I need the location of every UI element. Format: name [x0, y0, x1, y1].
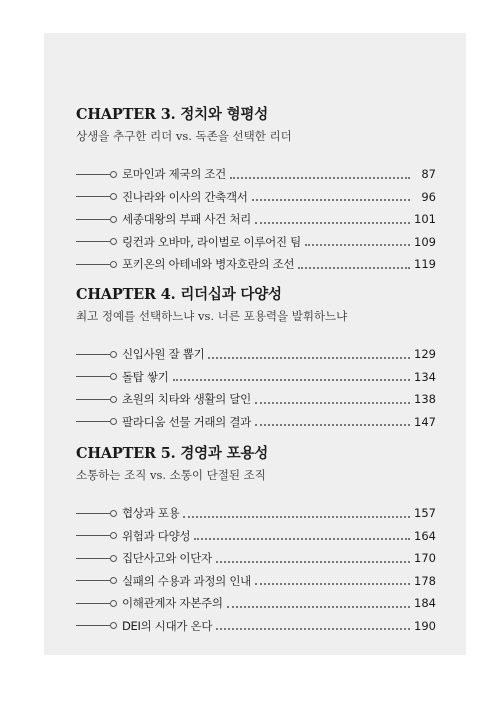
dot-leader — [252, 198, 410, 201]
bullet-circle-icon — [110, 510, 117, 517]
bullet-circle-icon — [110, 532, 117, 539]
toc-entry[interactable] — [76, 163, 436, 186]
dot-leader — [255, 401, 410, 404]
bullet-circle-icon — [110, 351, 117, 358]
leader-line — [76, 421, 110, 422]
leader-line — [76, 558, 110, 559]
toc-entries — [76, 163, 436, 276]
chapter-3 — [76, 105, 436, 276]
entry-title: 진나라와 이사의 간축객서 — [122, 189, 248, 204]
bullet-circle-icon — [110, 577, 117, 584]
chapter-subtitle: 상생을 추구한 리더 vs. 독존을 선택한 리더 — [76, 129, 292, 143]
toc-entry[interactable] — [76, 231, 436, 254]
page-number: 129 — [414, 347, 436, 362]
dot-leader — [173, 378, 410, 381]
leader-line — [76, 196, 110, 197]
bullet-circle-icon — [110, 418, 117, 425]
toc-entry[interactable] — [76, 525, 436, 548]
leader-line — [76, 219, 110, 220]
dot-leader — [255, 423, 410, 426]
bullet-circle-icon — [110, 600, 117, 607]
entry-title: 로마인과 제국의 조건 — [122, 167, 226, 182]
dot-leader — [305, 243, 410, 246]
toc-entries — [76, 502, 436, 637]
page-number: 101 — [414, 212, 436, 227]
toc-entry[interactable] — [76, 615, 436, 638]
page-number: 170 — [414, 551, 436, 566]
dot-leader — [255, 221, 410, 224]
toc-entry[interactable] — [76, 592, 436, 615]
toc-entry[interactable] — [76, 570, 436, 593]
leader-line — [76, 241, 110, 242]
chapter-title: CHAPTER 5. 경영과 포용성 — [76, 445, 269, 462]
bullet-circle-icon — [110, 373, 117, 380]
leader-line — [76, 580, 110, 581]
dot-leader — [183, 515, 410, 518]
chapter-subtitle: 최고 정예를 선택하느냐 vs. 너른 포용력을 발휘하느냐 — [76, 309, 348, 323]
toc-page — [44, 33, 466, 655]
entry-title: 신입사원 잘 뽑기 — [122, 347, 205, 362]
leader-line — [76, 264, 110, 265]
toc-entry[interactable] — [76, 208, 436, 231]
entry-title: 실패의 수용과 과정의 인내 — [122, 573, 251, 588]
leader-line — [76, 513, 110, 514]
leader-line — [76, 399, 110, 400]
chapter-4 — [76, 285, 436, 433]
dot-leader — [298, 266, 410, 269]
toc-entry[interactable] — [76, 547, 436, 570]
page-number: 184 — [414, 596, 436, 611]
bullet-circle-icon — [110, 261, 117, 268]
page-number: 87 — [421, 167, 436, 182]
bullet-circle-icon — [110, 238, 117, 245]
page-number: 178 — [414, 573, 436, 588]
bullet-circle-icon — [110, 193, 117, 200]
entry-title: 세종대왕의 부패 사건 처리 — [122, 212, 251, 227]
entry-title: 협상과 포용 — [122, 506, 180, 521]
leader-line — [76, 354, 110, 355]
chapter-title: CHAPTER 4. 리더십과 다양성 — [76, 286, 282, 303]
toc-entry[interactable] — [76, 253, 436, 276]
page-number: 109 — [414, 234, 436, 249]
entry-title: 위험과 다양성 — [122, 528, 191, 543]
dot-leader — [194, 537, 410, 540]
bullet-circle-icon — [110, 216, 117, 223]
bullet-circle-icon — [110, 555, 117, 562]
entry-title: 초원의 치타와 생활의 달인 — [122, 392, 251, 407]
page-number: 119 — [414, 257, 436, 272]
page-number: 164 — [414, 528, 436, 543]
bullet-circle-icon — [110, 622, 117, 629]
bullet-circle-icon — [110, 171, 117, 178]
page-number: 138 — [414, 392, 436, 407]
dot-leader — [227, 605, 410, 608]
entry-title: 돌탑 쌓기 — [122, 369, 169, 384]
dot-leader — [230, 176, 410, 179]
dot-leader — [216, 560, 410, 563]
page-number: 134 — [414, 369, 436, 384]
entry-title: 이해관계자 자본주의 — [122, 596, 223, 611]
leader-line — [76, 376, 110, 377]
page-number: 96 — [421, 189, 436, 204]
page-number: 157 — [414, 506, 436, 521]
dot-leader — [208, 356, 410, 359]
toc-entry[interactable] — [76, 366, 436, 389]
entry-title: 포키온의 아테네와 병자호란의 조선 — [122, 257, 295, 272]
bullet-circle-icon — [110, 396, 117, 403]
toc-entry[interactable] — [76, 411, 436, 434]
toc-entries — [76, 343, 436, 433]
toc-entry[interactable] — [76, 388, 436, 411]
toc-entry[interactable] — [76, 502, 436, 525]
chapter-subtitle: 소통하는 조직 vs. 소통이 단절된 조직 — [76, 468, 266, 482]
entry-title: 팔라디움 선물 거래의 결과 — [122, 414, 251, 429]
entry-title: 링컨과 오바마, 라이벌로 이루어진 팀 — [122, 234, 301, 249]
leader-line — [76, 625, 110, 626]
toc-entry[interactable] — [76, 343, 436, 366]
page-number: 147 — [414, 414, 436, 429]
entry-title: DEI의 시대가 온다 — [122, 618, 213, 633]
page-number: 190 — [414, 618, 436, 633]
chapter-title: CHAPTER 3. 정치와 형평성 — [76, 106, 269, 123]
chapter-5 — [76, 444, 436, 637]
dot-leader — [255, 582, 410, 585]
dot-leader — [216, 627, 410, 630]
leader-line — [76, 603, 110, 604]
toc-entry[interactable] — [76, 186, 436, 209]
leader-line — [76, 174, 110, 175]
leader-line — [76, 535, 110, 536]
entry-title: 집단사고와 이단자 — [122, 551, 212, 566]
